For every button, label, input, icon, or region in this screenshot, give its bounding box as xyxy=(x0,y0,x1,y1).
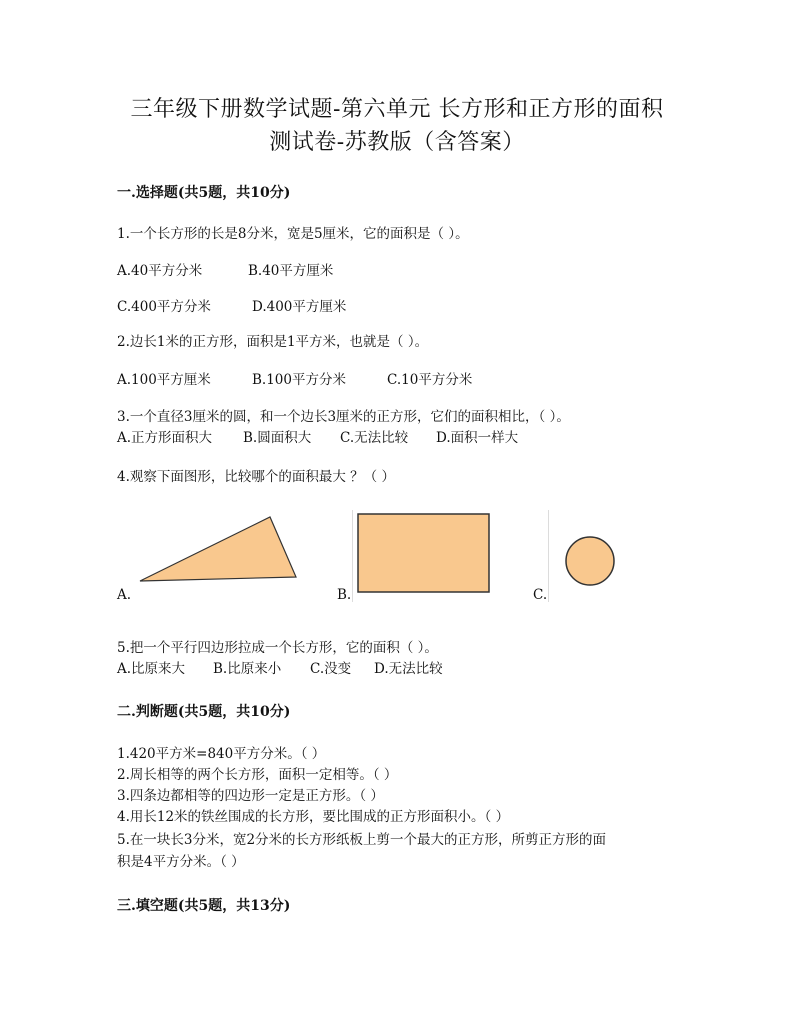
question-3-option-d: D.面积一样大 xyxy=(436,430,519,446)
figure-label-c: C. xyxy=(533,587,548,603)
question-3-option-b: B.圆面积大 xyxy=(243,430,312,446)
circle-shape xyxy=(566,537,614,585)
question-5-option-b: B.比原来小 xyxy=(213,661,282,677)
judge-item-2: 2.周长相等的两个长方形，面积一定相等。（ ） xyxy=(117,767,398,783)
figure-label-b: B. xyxy=(337,587,352,603)
rectangle-shape xyxy=(358,514,489,592)
question-4-text: 4.观察下面图形，比较哪个的面积最大 ？（ ） xyxy=(117,469,395,485)
question-5-option-c: C.没变 xyxy=(310,661,352,677)
section-heading-fill-blank: 三.填空题(共5题，共13分) xyxy=(117,898,291,914)
section-heading-choice: 一.选择题(共5题，共10分) xyxy=(117,185,291,201)
page-title-line-2: 测试卷-苏教版（含答案） xyxy=(269,130,525,155)
question-5-text: 5.把一个平行四边形拉成一个长方形，它的面积（ ）。 xyxy=(117,640,438,656)
judge-item-1: 1.420平方米=840平方分米。（ ） xyxy=(117,746,326,762)
question-1-option-c: C.400平方分米 xyxy=(117,299,211,315)
judge-item-3: 3.四条边都相等的四边形一定是正方形。（ ） xyxy=(117,788,384,804)
triangle-shape xyxy=(140,517,296,581)
judge-item-5-line-2: 积是4平方分米。（ ） xyxy=(117,854,245,870)
question-3-text: 3.一个直径3厘米的圆，和一个边长3厘米的正方形，它们的面积相比，（ ）。 xyxy=(117,409,570,425)
question-1-option-a: A.40平方分米 xyxy=(117,263,203,279)
figure-divider-b xyxy=(352,510,353,602)
page-title-line-1: 三年级下册数学试题-第六单元 长方形和正方形的面积 xyxy=(130,97,664,122)
judge-item-5-line-1: 5.在一块长3分米，宽2分米的长方形纸板上剪一个最大的正方形，所剪正方形的面 xyxy=(117,832,607,848)
question-3-option-c: C.无法比较 xyxy=(340,430,409,446)
figure-label-a: A. xyxy=(117,587,132,603)
question-5-option-d: D.无法比较 xyxy=(374,661,443,677)
question-5-option-a: A.比原来大 xyxy=(117,661,186,677)
question-2-option-c: C.10平方分米 xyxy=(387,372,473,388)
question-3-option-a: A.正方形面积大 xyxy=(117,430,213,446)
question-2-option-a: A.100平方厘米 xyxy=(117,372,211,388)
section-heading-true-false: 二.判断题(共5题，共10分) xyxy=(117,704,291,720)
question-1-option-d: D.400平方厘米 xyxy=(252,299,347,315)
judge-item-4: 4.用长12米的铁丝围成的长方形，要比围成的正方形面积小。（ ） xyxy=(117,809,510,825)
figure-divider-c xyxy=(548,510,549,602)
question-2-text: 2.边长1米的正方形，面积是1平方米，也就是（ ）。 xyxy=(117,334,429,350)
question-1-text: 1.一个长方形的长是8分米，宽是5厘米，它的面积是（ ）。 xyxy=(117,226,469,242)
question-2-option-b: B.100平方分米 xyxy=(252,372,346,388)
question-1-option-b: B.40平方厘米 xyxy=(248,263,334,279)
